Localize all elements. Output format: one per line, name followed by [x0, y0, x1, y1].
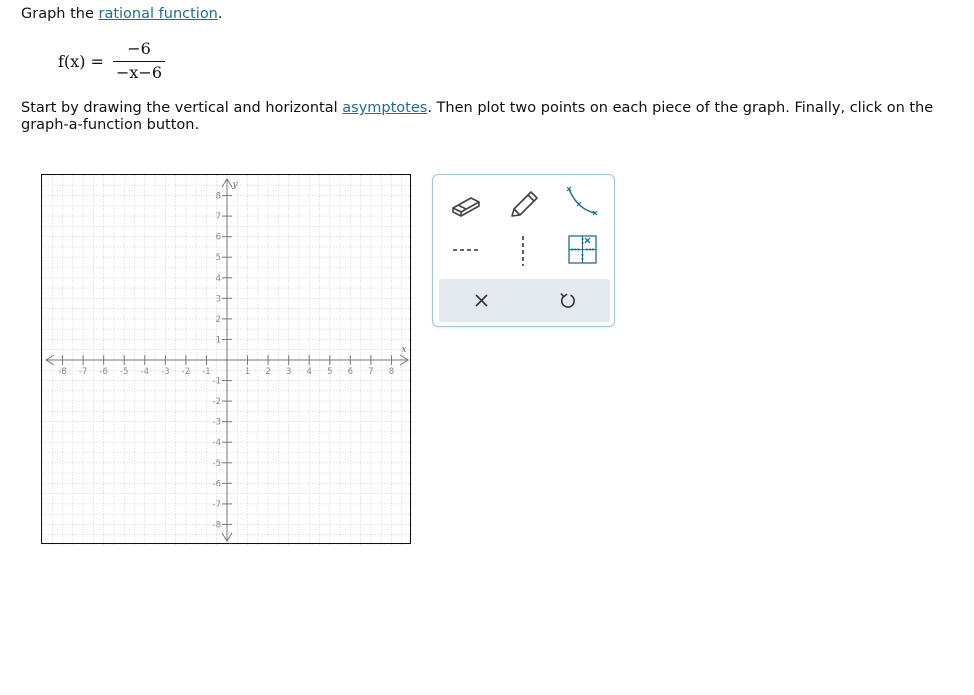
- y-tick-label: 3: [215, 294, 221, 305]
- x-tick-label: -2: [181, 367, 191, 377]
- y-tick-label: 4: [215, 273, 221, 284]
- x-tick-label: -3: [161, 367, 170, 377]
- x-tick-label: 5: [327, 367, 333, 377]
- rational-function-link[interactable]: rational function: [98, 6, 218, 22]
- function-fraction: [113, 38, 165, 84]
- y-tick-label: -5: [212, 458, 221, 469]
- graph-function-icon: [561, 230, 605, 270]
- prompt-text: [21, 6, 223, 22]
- graph-canvas[interactable]: [41, 174, 411, 544]
- coordinate-plane[interactable]: [42, 175, 412, 545]
- instructions: [21, 100, 966, 134]
- x-tick-label: 4: [306, 367, 312, 377]
- function-denominator: −x−6: [115, 63, 162, 82]
- x-tick-label: 2: [265, 367, 271, 377]
- eraser-icon: [445, 183, 489, 223]
- instructions-part2: . Then plot two points on each piece of the graph. Finally, click on the graph-a-function button.: [21, 100, 934, 133]
- y-tick-label: 5: [215, 253, 221, 264]
- x-tick-label: 6: [347, 367, 354, 377]
- x-tick-label: 1: [244, 367, 251, 377]
- horizontal-asymptote-tool[interactable]: [445, 230, 489, 270]
- y-tick-label: -1: [212, 376, 221, 387]
- prompt-suffix: .: [217, 6, 223, 22]
- asymptotes-link[interactable]: asymptotes: [342, 100, 428, 116]
- x-tick-label: 3: [285, 367, 292, 377]
- prompt-prefix: Graph the: [21, 6, 99, 22]
- action-bar: [439, 279, 610, 322]
- clear-button[interactable]: [451, 279, 511, 322]
- undo-icon: [537, 279, 597, 322]
- x-tick-label: 7: [368, 367, 374, 377]
- curve-icon: [559, 181, 603, 221]
- x-tick-label: -5: [119, 367, 129, 377]
- y-tick-label: -8: [212, 520, 221, 531]
- x-tick-label: -6: [99, 367, 108, 377]
- pencil-tool[interactable]: [501, 183, 545, 223]
- y-tick-label: -7: [212, 499, 221, 510]
- y-tick-label: -3: [212, 417, 221, 428]
- function-lhs: f(x) =: [58, 52, 104, 71]
- curve-tool[interactable]: [559, 181, 603, 221]
- x-tick-label: -8: [58, 367, 67, 377]
- vertical-asymptote-tool[interactable]: [501, 230, 545, 270]
- instructions-part1: Start by drawing the vertical and horizontal: [21, 100, 343, 116]
- pencil-icon: [501, 183, 545, 223]
- x-axis-label: x: [401, 345, 407, 355]
- y-axis-label: y: [232, 180, 238, 190]
- y-tick-label: 7: [215, 212, 221, 223]
- x-tick-label: -4: [140, 367, 150, 377]
- close-icon: [451, 279, 511, 322]
- y-tick-label: 8: [215, 191, 221, 202]
- y-tick-label: 1: [215, 335, 221, 346]
- x-tick-label: -7: [78, 367, 88, 377]
- graph-toolbar: [432, 174, 615, 327]
- y-tick-label: -4: [212, 438, 221, 449]
- x-tick-label: 8: [388, 367, 395, 377]
- y-tick-label: 2: [215, 314, 221, 325]
- y-tick-label: 6: [215, 232, 221, 243]
- graph-function-tool[interactable]: [561, 230, 605, 270]
- eraser-tool[interactable]: [445, 183, 489, 223]
- x-tick-label: -1: [202, 367, 211, 377]
- horizontal-dashed-line-icon: [445, 230, 489, 270]
- y-tick-label: -6: [212, 479, 221, 490]
- y-tick-label: -2: [212, 397, 221, 408]
- function-numerator: −6: [127, 39, 151, 58]
- vertical-dashed-line-icon: [501, 230, 545, 270]
- undo-button[interactable]: [537, 279, 597, 322]
